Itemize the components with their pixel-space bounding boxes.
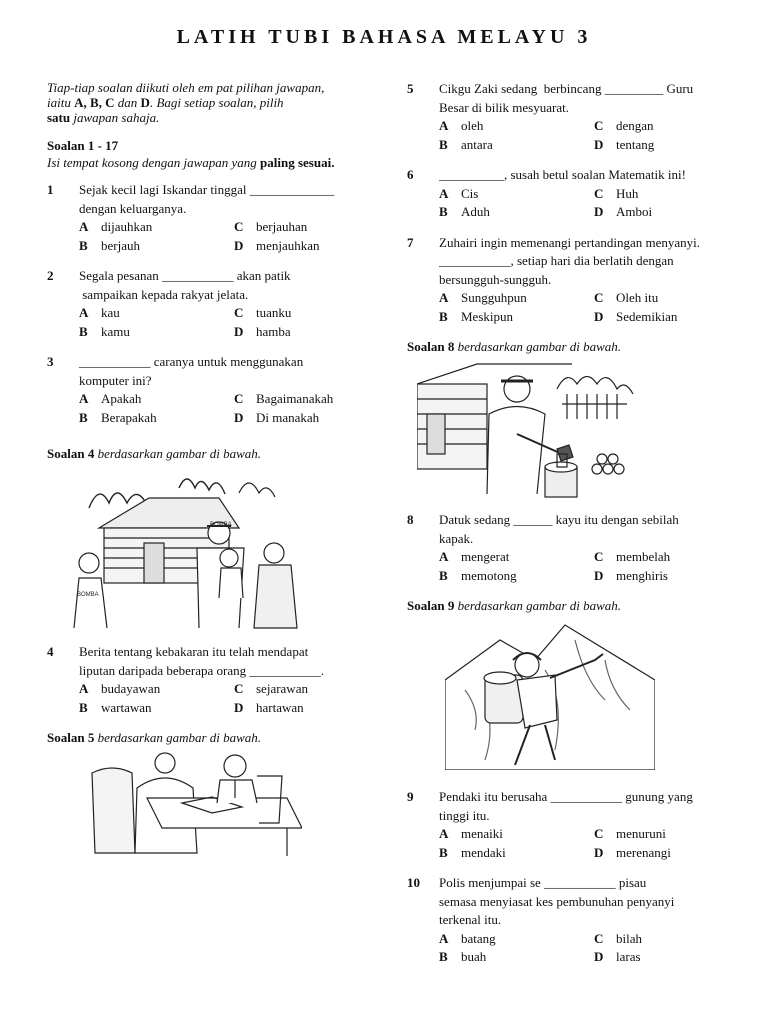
answer-option-b[interactable] — [439, 844, 594, 863]
answer-option-a[interactable] — [439, 548, 594, 567]
intro-line: Tiap-tiap soalan diikuti oleh em pat pilihan jawapan, — [47, 80, 325, 95]
answer-option-d[interactable] — [234, 699, 389, 718]
option-text: memotong — [461, 567, 517, 583]
answer-option-a[interactable] — [439, 289, 594, 308]
helmet-label: BOMBA — [210, 522, 232, 528]
question-text-line: liputan daripada beberapa orang ___________. — [79, 662, 325, 678]
answer-options — [439, 185, 727, 222]
answer-option-c[interactable] — [594, 548, 749, 567]
intro-text: dan — [114, 95, 141, 110]
answer-option-a[interactable] — [79, 304, 234, 323]
answer-option-b[interactable] — [439, 136, 594, 155]
option-text: dengan — [616, 118, 654, 133]
question-5 — [407, 80, 727, 154]
option-letter: A — [79, 219, 89, 234]
option-text: laras — [616, 949, 641, 964]
option-text: bilah — [616, 930, 642, 946]
option-letter: B — [439, 136, 448, 152]
answer-option-c[interactable] — [594, 117, 749, 136]
answer-option-d[interactable] — [594, 948, 749, 967]
answer-option-d[interactable] — [594, 844, 749, 863]
option-text: berjauh — [101, 237, 140, 253]
instr-text: Isi tempat kosong dengan jawapan yang — [47, 155, 261, 170]
option-text: Sedemikian — [616, 308, 678, 324]
option-text: merenangi — [616, 844, 671, 860]
answer-option-c[interactable] — [234, 218, 389, 237]
option-text: dijauhkan — [101, 219, 153, 234]
option-letter: D — [234, 323, 244, 339]
mountain-climber-illustration — [445, 620, 727, 770]
answer-option-b[interactable] — [439, 308, 594, 327]
option-letter: D — [234, 237, 244, 253]
heading-bold: Soalan 5 — [47, 730, 95, 745]
heading-italic: berdasarkan gambar di bawah. — [94, 446, 262, 461]
answer-option-a[interactable] — [79, 390, 234, 409]
section-heading: Soalan 1 - 17 — [47, 138, 119, 153]
option-letter: D — [594, 844, 604, 860]
answer-option-b[interactable] — [79, 323, 234, 342]
question-text-line: Sejak kecil lagi Iskandar tinggal _____________ — [79, 182, 335, 197]
question-text-line: Berita tentang kebakaran itu telah mendapat — [79, 644, 309, 659]
option-text: tentang — [616, 136, 655, 152]
option-text: Apakah — [101, 391, 142, 406]
answer-option-d[interactable] — [234, 409, 389, 428]
option-letter: B — [439, 204, 448, 219]
option-text: Berapakah — [101, 409, 157, 425]
jacket-label: BOMBA — [77, 592, 99, 598]
question-number: 6 — [407, 167, 414, 182]
question-3 — [47, 353, 367, 427]
answer-option-c[interactable] — [234, 390, 389, 409]
question-number: 9 — [407, 789, 414, 804]
picture-heading-8 — [407, 338, 727, 355]
question-9 — [407, 788, 727, 862]
question-number: 3 — [47, 354, 54, 369]
answer-option-a[interactable] — [439, 825, 594, 844]
question-text-line: Besar di bilik mesyuarat. — [439, 99, 569, 115]
answer-option-c[interactable] — [594, 825, 749, 844]
left-column — [47, 80, 367, 858]
answer-options — [439, 930, 727, 967]
option-letter: A — [439, 826, 449, 841]
option-letter: A — [79, 305, 89, 320]
answer-option-a[interactable] — [79, 218, 234, 237]
option-text: membelah — [616, 549, 671, 564]
option-letter: B — [439, 844, 448, 860]
answer-option-b[interactable] — [439, 203, 594, 222]
heading-italic: berdasarkan gambar di bawah. — [454, 598, 622, 613]
instr-bold: paling sesuai. — [260, 155, 335, 170]
option-letter: D — [594, 567, 604, 583]
option-text: Oleh itu — [616, 290, 659, 305]
question-7 — [407, 234, 727, 327]
option-letter: C — [594, 290, 604, 305]
question-text-line: dengan keluarganya. — [79, 200, 187, 216]
option-text: menuruni — [616, 826, 666, 841]
option-text: wartawan — [101, 699, 152, 715]
option-letter: C — [234, 681, 244, 696]
answer-option-b[interactable] — [439, 567, 594, 586]
answer-option-c[interactable] — [234, 304, 389, 323]
answer-option-d[interactable] — [234, 237, 389, 256]
question-1 — [47, 181, 367, 255]
option-letter: B — [439, 308, 448, 324]
question-text-line: Polis menjumpai se ___________ pisau — [439, 875, 647, 890]
question-6 — [407, 166, 727, 222]
option-letter: D — [594, 308, 604, 324]
option-text: Di manakah — [256, 409, 320, 425]
option-text: Meskipun — [461, 308, 513, 324]
heading-bold: Soalan 9 — [407, 598, 455, 613]
option-letter: D — [234, 409, 244, 425]
picture-heading-5 — [47, 729, 367, 746]
option-text: batang — [461, 930, 496, 946]
answer-options — [439, 548, 727, 585]
option-text: hartawan — [256, 699, 304, 715]
answer-options — [79, 390, 367, 427]
question-4 — [47, 643, 367, 717]
intro-letters: A, B, C — [74, 95, 115, 110]
woodcutter-illustration — [417, 359, 727, 499]
option-letter: D — [594, 949, 604, 964]
question-text-line: bersungguh-sungguh. — [439, 271, 552, 287]
question-text-line: komputer ini? — [79, 372, 152, 388]
question-number: 8 — [407, 512, 414, 527]
answer-option-d[interactable] — [594, 203, 749, 222]
option-letter: C — [234, 219, 244, 234]
option-text: oleh — [461, 118, 484, 133]
option-text: Huh — [616, 185, 639, 201]
option-letter: B — [79, 409, 88, 425]
answer-option-b[interactable] — [79, 409, 234, 428]
question-number: 5 — [407, 81, 414, 96]
option-text: sejarawan — [256, 681, 308, 696]
option-letter: D — [594, 204, 604, 219]
answer-option-a[interactable] — [439, 930, 594, 949]
option-text: mendaki — [461, 844, 506, 860]
option-letter: D — [594, 136, 604, 152]
answer-options — [79, 218, 367, 255]
answer-option-d[interactable] — [594, 136, 749, 155]
option-letter: C — [594, 930, 604, 946]
question-text-line: Cikgu Zaki sedang berbincang _________ Guru — [439, 81, 694, 96]
option-text: berjauhan — [256, 219, 308, 234]
answer-option-a[interactable] — [439, 117, 594, 136]
option-letter: C — [594, 185, 604, 201]
question-number: 7 — [407, 234, 414, 250]
answer-option-c[interactable] — [594, 185, 749, 204]
picture-heading-4 — [47, 445, 367, 462]
option-text: Bagaimanakah — [256, 391, 334, 406]
page-title: LATIH TUBI BAHASA MELAYU 3 — [176, 26, 592, 48]
question-10 — [407, 874, 727, 967]
fire-scene-illustration — [69, 468, 367, 633]
question-text-line: kapak. — [439, 530, 474, 546]
option-letter: D — [234, 699, 244, 715]
option-letter: A — [439, 930, 449, 946]
answer-options — [439, 117, 727, 154]
question-text-line: ___________ caranya untuk menggunakan — [79, 354, 304, 369]
option-text: menjauhkan — [256, 237, 320, 253]
option-text: kamu — [101, 323, 130, 339]
option-text: antara — [461, 136, 493, 152]
answer-option-a[interactable] — [79, 680, 234, 699]
answer-options — [79, 680, 367, 717]
option-letter: A — [439, 549, 449, 564]
option-letter: A — [439, 290, 449, 305]
option-letter: A — [79, 681, 89, 696]
option-text: Aduh — [461, 204, 490, 219]
answer-option-b[interactable] — [439, 948, 594, 967]
option-text: Amboi — [616, 204, 653, 219]
heading-bold: Soalan 4 — [47, 446, 95, 461]
picture-heading-9 — [407, 597, 727, 614]
option-text: mengerat — [461, 549, 510, 564]
answer-option-c[interactable] — [234, 680, 389, 699]
intro-letter-d: D — [140, 95, 150, 110]
answer-option-d[interactable] — [594, 567, 749, 586]
question-text-line: Zuhairi ingin memenangi pertandingan menyanyi. — [439, 234, 701, 250]
question-text-line: __________, susah betul soalan Matematik ini! — [439, 167, 686, 182]
question-text-line: tinggi itu. — [439, 807, 490, 823]
option-letter: B — [79, 699, 88, 715]
section-instruction — [47, 154, 367, 171]
option-letter: C — [594, 118, 604, 133]
heading-italic: berdasarkan gambar di bawah. — [454, 339, 622, 354]
question-number: 10 — [407, 875, 420, 890]
question-text-line: Datuk sedang ______ kayu itu dengan sebilah — [439, 512, 679, 527]
option-text: buah — [461, 949, 487, 964]
intro-text: . Bagi setiap soalan, pilih — [149, 95, 284, 110]
option-letter: A — [79, 391, 89, 406]
answer-option-a[interactable] — [439, 185, 594, 204]
intro-text: jawapan sahaja. — [70, 110, 160, 125]
intro-text: iaitu — [47, 95, 75, 110]
option-letter: B — [79, 237, 88, 253]
question-text-line: Pendaki itu berusaha ___________ gunung yang — [439, 789, 693, 804]
option-text: Sungguhpun — [461, 290, 527, 305]
option-text: kau — [101, 305, 120, 320]
question-number: 4 — [47, 644, 54, 659]
question-text-line: Segala pesanan ___________ akan patik — [79, 268, 291, 283]
answer-option-d[interactable] — [594, 308, 749, 327]
question-text-line: sampaikan kepada rakyat jelata. — [79, 286, 249, 302]
option-text: menaiki — [461, 826, 503, 841]
question-number: 1 — [47, 182, 54, 197]
option-letter: C — [594, 826, 604, 841]
answer-option-b[interactable] — [79, 699, 234, 718]
instructions — [47, 80, 367, 125]
answer-option-b[interactable] — [79, 237, 234, 256]
heading-italic: berdasarkan gambar di bawah. — [94, 730, 262, 745]
question-text-line: ___________, setiap hari dia berlatih dengan — [439, 253, 674, 268]
answer-option-c[interactable] — [594, 930, 749, 949]
answer-option-c[interactable] — [594, 289, 749, 308]
question-2 — [47, 267, 367, 341]
question-text-line: semasa menyiasat kes pembunuhan penyanyi — [439, 893, 675, 909]
answer-options — [79, 304, 367, 341]
question-number: 2 — [47, 268, 54, 283]
option-letter: C — [234, 305, 244, 320]
answer-option-d[interactable] — [234, 323, 389, 342]
option-letter: C — [594, 549, 604, 564]
answer-options — [439, 825, 727, 862]
option-letter: B — [439, 949, 448, 964]
option-text: budayawan — [101, 681, 161, 696]
option-text: Cis — [461, 185, 479, 201]
answer-options — [439, 289, 727, 326]
right-column — [407, 80, 727, 967]
question-text-line: terkenal itu. — [439, 912, 502, 927]
option-letter: A — [439, 185, 449, 201]
option-text: menghiris — [616, 567, 668, 583]
option-letter: B — [439, 567, 448, 583]
heading-bold: Soalan 8 — [407, 339, 455, 354]
option-text: hamba — [256, 323, 291, 339]
option-letter: C — [234, 391, 244, 406]
meeting-illustration — [87, 748, 367, 858]
option-letter: A — [439, 118, 449, 133]
intro-satu: satu — [47, 110, 71, 125]
option-text: tuanku — [256, 305, 292, 320]
question-8 — [407, 511, 727, 585]
option-letter: B — [79, 323, 88, 339]
